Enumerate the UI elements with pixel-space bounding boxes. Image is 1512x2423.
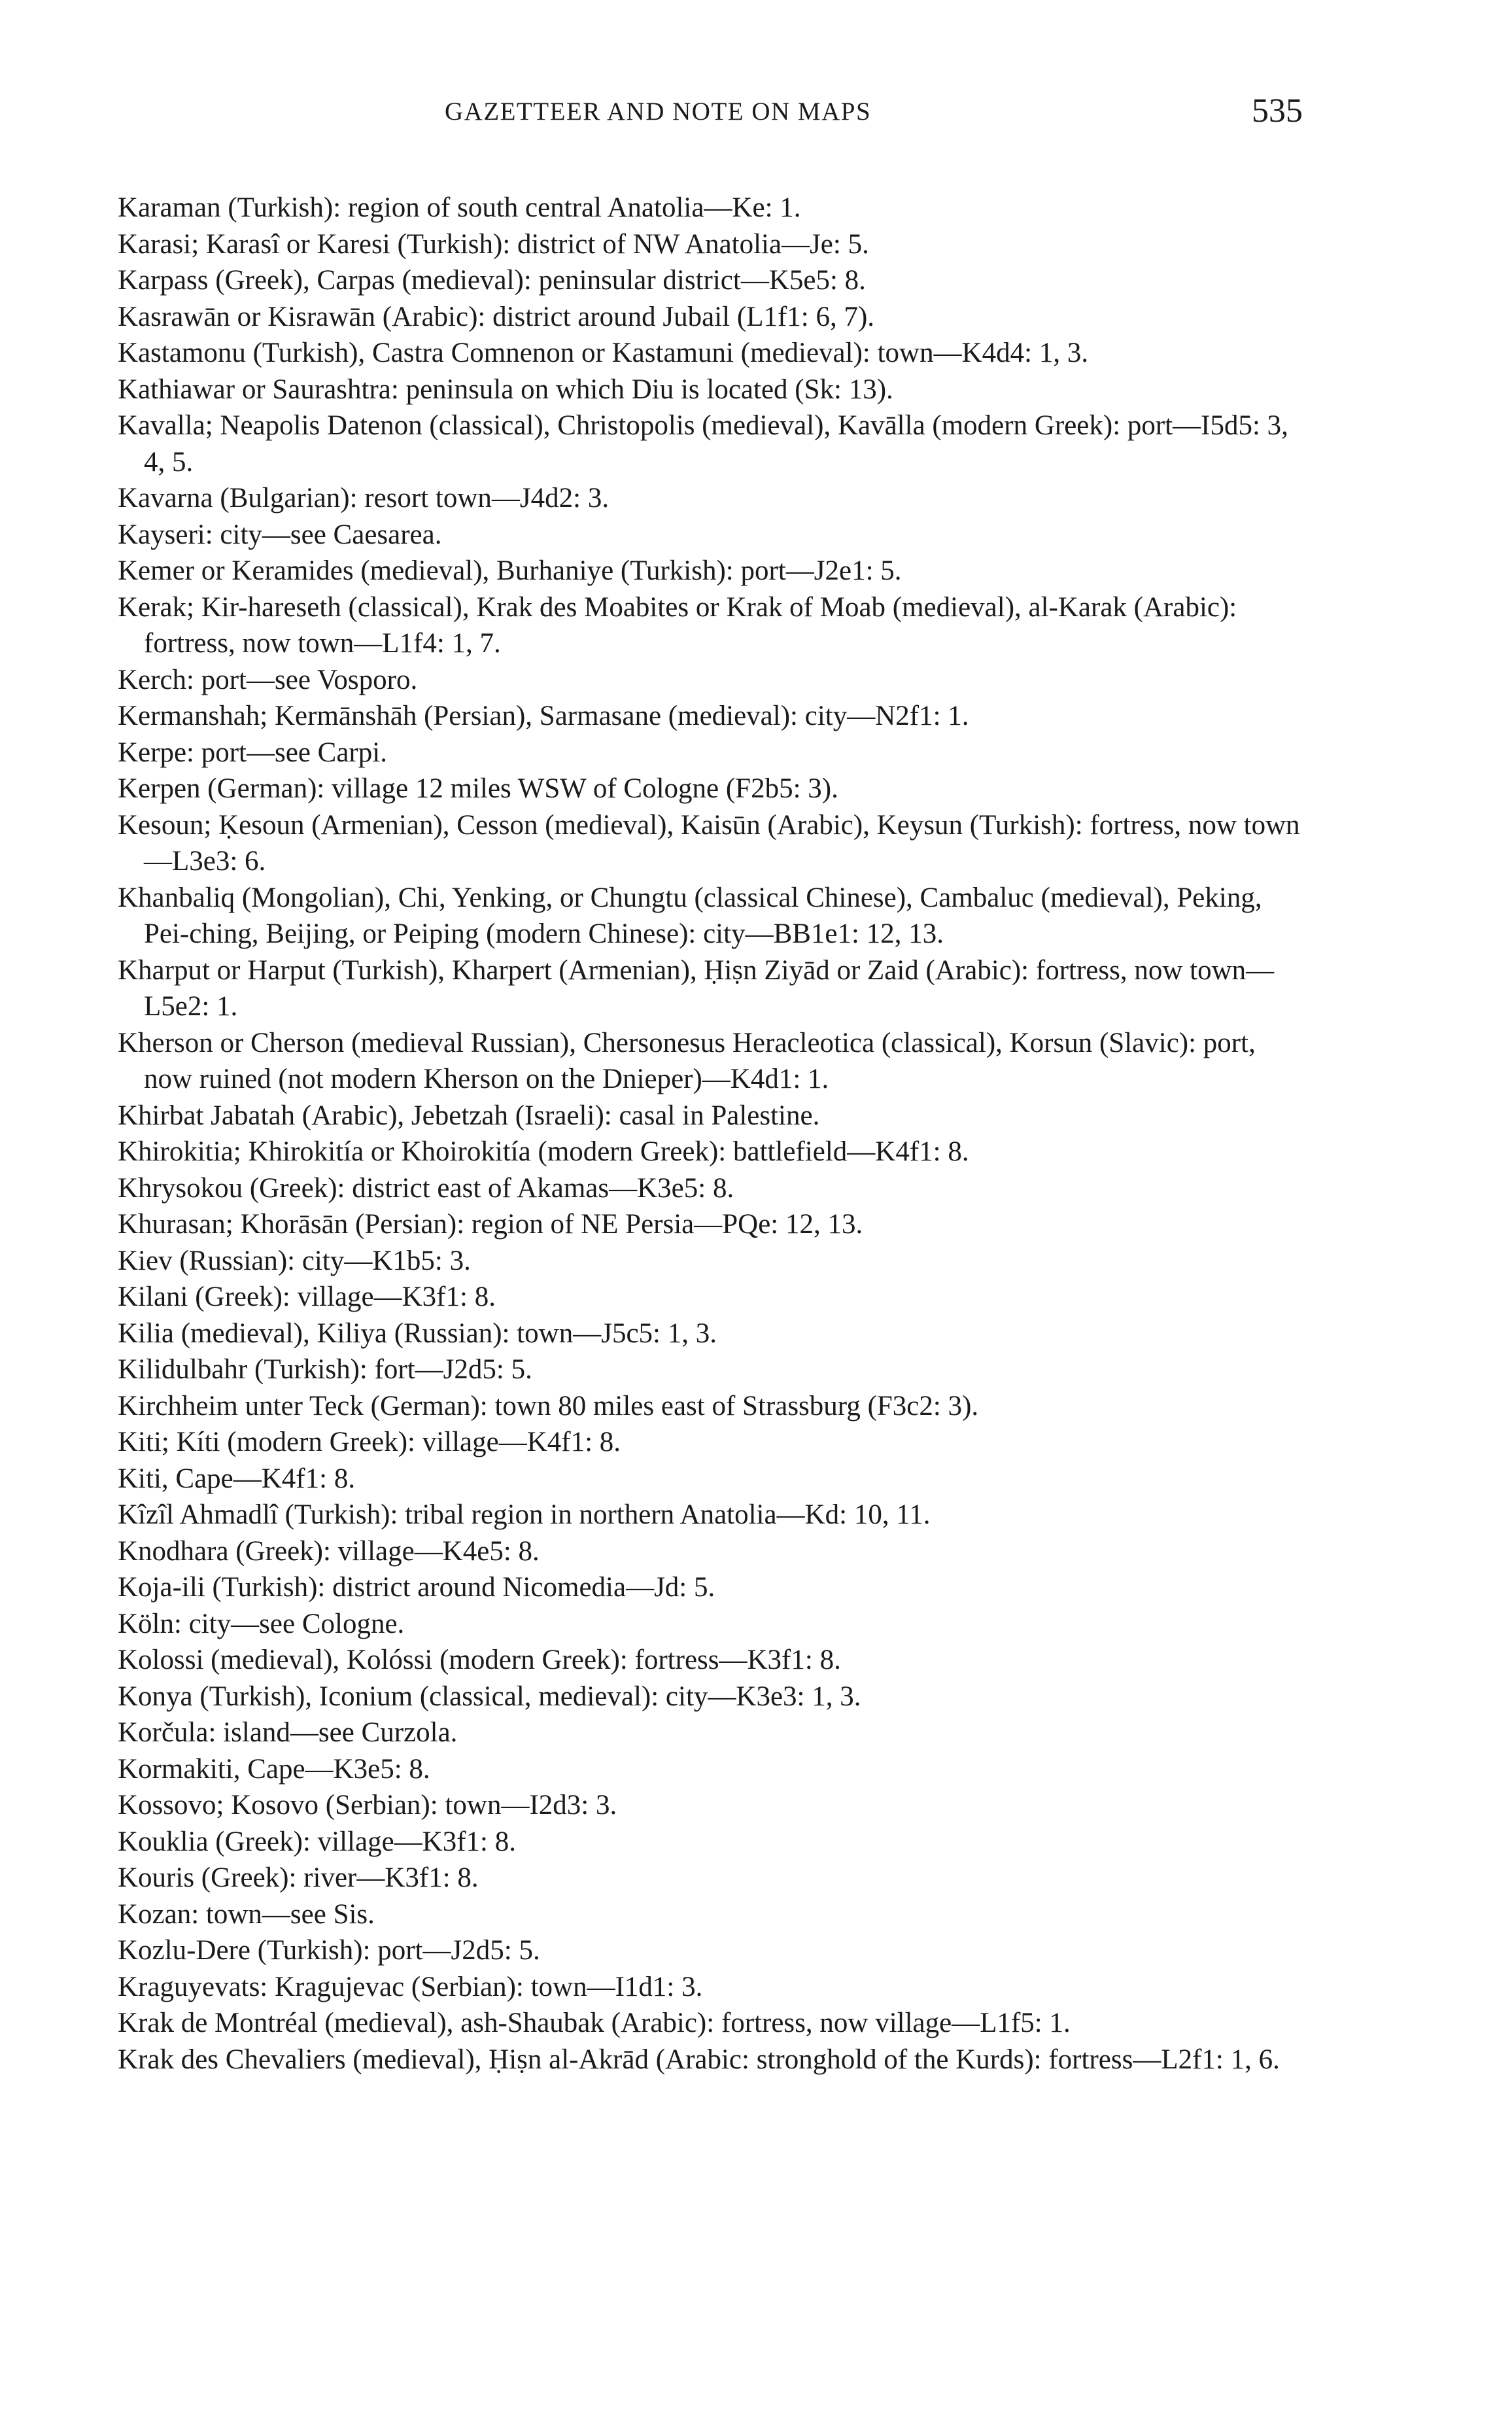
gazetteer-entry: Koja-ili (Turkish): district around Nicomedia—Jd: 5. [118,1572,715,1603]
gazetteer-entry: Kavarna (Bulgarian): resort town—J4d2: 3. [118,483,610,514]
gazetteer-entry: Khurasan; Khorāsān (Persian): region of NE Persia—PQe: 12, 13. [118,1209,863,1240]
gazetteer-entry: Kermanshah; Kermānshāh (Persian), Sarmasane (medieval): city—N2f1: 1. [118,701,969,731]
gazetteer-entry: Köln: city—see Cologne. [118,1608,405,1639]
page-number: 535 [1252,92,1303,130]
gazetteer-entry: Kerpe: port—see Carpi. [118,737,387,768]
gazetteer-entry: Karasi; Karasî or Karesi (Turkish): district of NW Anatolia—Je: 5. [118,228,869,260]
gazetteer-entry: Kiti; Kíti (modern Greek): village—K4f1: 8. [118,1427,621,1457]
gazetteer-entry: Kormakiti, Cape—K3e5: 8. [118,1753,430,1785]
gazetteer-entry: Kathiawar or Saurashtra: peninsula on which Diu is located (Sk: 13). [118,374,893,405]
gazetteer-entry: Kolossi (medieval), Kolóssi (modern Greek): fortress—K3f1: 8. [118,1645,841,1675]
gazetteer-entry: Kerak; Kir-hareseth (classical), Krak des Moabites or Krak of Moab (medieval), al-Karak (Arabic): fortress, now town—L1f4: 1, 7. [118,591,1237,659]
gazetteer-entry: Kherson or Cherson (medieval Russian), Chersonesus Heracleotica (classical), Korsun (Slavic): port, now ruined (not modern Kherson on the Dnieper)—K4d1: 1. [118,1027,1256,1094]
gazetteer-entry: Krak des Chevaliers (medieval), Ḥiṣn al-Akrād (Arabic: stronghold of the Kurds): fortress—L2f1: 1, 6. [118,2044,1280,2075]
gazetteer-entry: Kesoun; Ḳesoun (Armenian), Cesson (medieval), Kaisūn (Arabic), Keysun (Turkish): fortress, now town—L3e3: 6. [118,809,1300,877]
gazetteer-entry: Kiev (Russian): city—K1b5: 3. [118,1245,471,1276]
gazetteer-entry: Kerpen (German): village 12 miles WSW of Cologne (F2b5: 3). [118,773,838,804]
gazetteer-entry: Kouklia (Greek): village—K3f1: 8. [118,1826,516,1857]
gazetteer-entry: Krak de Montréal (medieval), ash-Shaubak (Arabic): fortress, now village—L1f5: 1. [118,2008,1071,2038]
gazetteer-entry: Kossovo; Kosovo (Serbian): town—I2d3: 3. [118,1790,617,1821]
gazetteer-entry: Kirchheim unter Teck (German): town 80 miles east of Strassburg (F3c2: 3). [118,1390,979,1421]
gazetteer-entry: Kouris (Greek): river—K3f1: 8. [118,1862,479,1893]
gazetteer-entry: Kozlu-Dere (Turkish): port—J2d5: 5. [118,1935,540,1966]
gazetteer-entry: Kasrawān or Kisrawān (Arabic): district around Jubail (L1f1: 6, 7). [118,301,875,332]
gazetteer-entry: Kemer or Keramides (medieval), Burhaniye (Turkish): port—J2e1: 5. [118,555,902,586]
gazetteer-entry: Kastamonu (Turkish), Castra Comnenon or Kastamuni (medieval): town—K4d4: 1, 3. [118,338,1089,368]
gazetteer-entry: Kharput or Harput (Turkish), Kharpert (Armenian), Ḥiṣn Ziyād or Zaid (Arabic): fortress, now town—L5e2: 1. [118,954,1275,1022]
gazetteer-entry: Kilia (medieval), Kiliya (Russian): town—J5c5: 1, 3. [118,1317,717,1349]
gazetteer-entry: Kavalla; Neapolis Datenon (classical), Christopolis (medieval), Kavālla (modern Greek): port—I5d5: 3, 4, 5. [118,410,1288,478]
gazetteer-entry: Khirokitia; Khirokitía or Khoirokitía (modern Greek): battlefield—K4f1: 8. [118,1136,969,1167]
gazetteer-entry: Karpass (Greek), Carpas (medieval): peninsular district—K5e5: 8. [118,265,866,296]
gazetteer-entries [118,190,1308,2078]
gazetteer-entry: Khrysokou (Greek): district east of Akamas—K3e5: 8. [118,1172,734,1204]
gazetteer-entry: Kraguyevats: Kragujevac (Serbian): town—I1d1: 3. [118,1971,703,2002]
gazetteer-entry: Khanbaliq (Mongolian), Chi, Yenking, or Chungtu (classical Chinese), Cambaluc (medieval), Peking, Pei-ching, Beijing, or Peiping (modern Chinese): city—BB1e1: 12, 13. [118,882,1262,949]
running-head: GAZETTEER AND NOTE ON MAPS [445,97,872,126]
gazetteer-entry: Konya (Turkish), Iconium (classical, medieval): city—K3e3: 1, 3. [118,1681,861,1712]
gazetteer-entry: Khirbat Jabatah (Arabic), Jebetzah (Israeli): casal in Palestine. [118,1100,820,1131]
gazetteer-entry: Korčula: island—see Curzola. [118,1717,458,1748]
gazetteer-entry: Kilidulbahr (Turkish): fort—J2d5: 5. [118,1354,532,1385]
gazetteer-entry: Kayseri: city—see Caesarea. [118,519,442,550]
gazetteer-entry: Karaman (Turkish): region of south central Anatolia—Ke: 1. [118,192,801,223]
gazetteer-entry: Kilani (Greek): village—K3f1: 8. [118,1281,496,1312]
gazetteer-entry: Kiti, Cape—K4f1: 8. [118,1463,356,1494]
gazetteer-entry: Kozan: town—see Sis. [118,1898,375,1930]
gazetteer-entry: Knodhara (Greek): village—K4e5: 8. [118,1535,540,1567]
gazetteer-entry: Kerch: port—see Vosporo. [118,664,418,695]
gazetteer-entry: Kîzîl Ahmadlî (Turkish): tribal region in northern Anatolia—Kd: 10, 11. [118,1499,931,1530]
